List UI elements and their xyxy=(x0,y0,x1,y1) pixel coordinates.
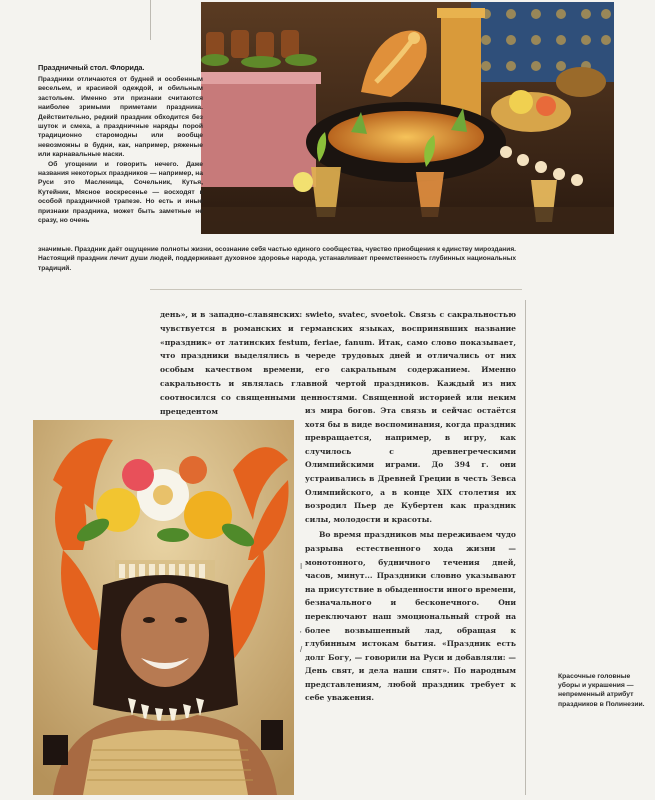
margin-mark: / xyxy=(300,645,303,654)
side-caption: Красочные головные уборы и украшения — непременный атрибут праздников в Полинезии. xyxy=(558,673,645,708)
margin-mark: І xyxy=(300,562,303,571)
top-caption-paragraph: Праздники отличаются от будней и особенным весельем, и красивой одеждой, и обильным застольем. Именно эти признаки считаются наиболее зримыми приметами праздника. Действительно, редкий праздник обходится без шуток и смеха, а праздничные наряды порой традиционно старомодны или вообще невозможны в будни, как, например, ряженые или карнавальные маски. xyxy=(38,76,203,159)
column-rule-left xyxy=(150,0,151,40)
top-caption-continuation: значимые. Праздник даёт ощущение полноты жизни, осознание себя частью единого сообщества, чувство приобщения к единству мироздания. Настоящий праздник лечит души людей, поддерживает духовное здоровье народа, устанавливает преемственность глубинных национальных традиций. xyxy=(38,246,516,272)
section-divider xyxy=(150,289,522,290)
body-text-top: день», и в западно-славянских: swieto, svatec, svoetok. Связь с сакральностью чувствуется в романских и германских языках, воспринявших название «праздник» от латинских festum, feriae, fanum. Итак, само слово показывает, что праздники выделялись в череде трудовых дней и отличались от них особым качеством времени, его сакральным содержанием. Именно сакральность и являлась главной чертой праздников. Каждый из них соотносился со священными ценностями. Священной историей или неким прецедентом xyxy=(160,310,516,416)
festive-table-photo xyxy=(201,2,614,234)
top-caption-body xyxy=(38,75,203,226)
top-caption-paragraph: Об угощении и говорить нечего. Даже названия некоторых праздников — например, на Руси это Масленица, Сочельник, Кутья, Кутейник, Мясное воскресенье — восходят к особой праздничной трапезе. Но есть и иные признаки праздника, может быть заметные не сразу, но очень xyxy=(38,160,203,225)
top-caption-title: Праздничный стол. Флорида. xyxy=(38,63,145,72)
body-paragraph: Во время праздников мы переживаем чудо разрыва естественного хода жизни — монотонного, будничного течения дней, часов, минут... Праздники словно указывают на присутствие в обыденности иного времени, безначального и бесконечного. Они переключают наш эмоциональный строй на более возвышенный лад, обращая к глубинным истокам бытия. «Праздник есть долг Богу, — говорили на Руси и добавляли: — День свят, и дела наши спят». По народным представлениям, любой праздник требует к себе уважения. xyxy=(305,530,516,703)
polynesian-dancer-photo xyxy=(33,420,294,795)
column-rule-right xyxy=(525,300,526,795)
body-text-right xyxy=(305,404,516,705)
margin-mark: ' xyxy=(300,630,302,639)
body-paragraph: из мира богов. Эта связь и сейчас остаётся хотя бы в виде воспоминания, когда праздник превращается, например, в игру, как случилось с древнегреческими Олимпийскими играми. До 394 г. они устраивались в Древней Греции в честь Зевса Олимпийского, а в конце XIX столетия их возродил Пьер де Кубертен как праздник силы, молодости и красоты. xyxy=(305,406,516,524)
